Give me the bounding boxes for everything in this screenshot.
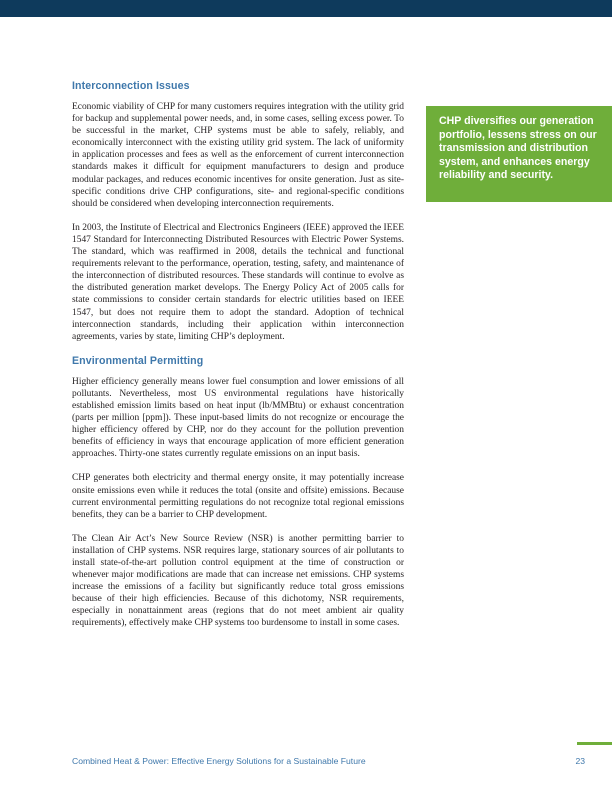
body-paragraph: The Clean Air Act’s New Source Review (NSR) is another permitting barrier to installation of CHP systems. NSR requires large, stationary sources of air pollutants to install state-of-the-art pollution control equipment at the time of construction or whenever major modifications are made that can increase net emissions. CHP systems increase the emissions of a facility but significantly reduce total gross emissions because of their high efficiencies. Because of this dichotomy, NSR requirements, especially in nonattainment areas (regions that do not meet ambient air quality requirements), effectively make CHP systems too burdensome to install in some cases. <box>72 533 404 629</box>
footer-accent-rule <box>577 742 612 745</box>
page-number: 23 <box>575 756 585 766</box>
footer-document-title: Combined Heat & Power: Effective Energy Solutions for a Sustainable Future <box>72 756 366 766</box>
body-paragraph: Higher efficiency generally means lower fuel consumption and lower emissions of all pollutants. Nevertheless, most US environmental regulations have historically established emission limits based on heat input (lb/MMBtu) or exhaust concentration (parts per million [ppm]). These input-based limits do not recognize or encourage the higher efficiency offered by CHP, nor do they account for the pollution prevention benefits of efficiency in ways that encourage application of more efficient generation approaches. Thirty-one states currently regulate emissions on an input basis. <box>72 376 404 460</box>
pull-quote-callout <box>426 106 612 202</box>
main-text-column <box>72 80 404 642</box>
body-paragraph: Economic viability of CHP for many customers requires integration with the utility grid for backup and supplemental power needs, and, in some cases, selling excess power. To be successful in the market, CHP systems must be able to safely, reliably, and economically interconnect with the existing utility grid system. The lack of uniformity in application processes and fees as well as the enforcement of current interconnection standards makes it difficult for equipment manufacturers to design and produce modular packages, and reduces economic incentives for onsite generation. Just as site-specific conditions drive CHP configurations, site- and regional-specific conditions should be considered when developing interconnection requirements. <box>72 102 404 209</box>
section-heading: Environmental Permitting <box>72 354 204 367</box>
body-paragraph: CHP generates both electricity and thermal energy onsite, it may potentially increase onsite emissions even while it reduces the total (onsite and offsite) emissions. Because current environmental permitting regulations do not recognize total regional emissions benefits, they can be a barrier to CHP development. <box>72 473 404 520</box>
section-environmental-permitting <box>72 355 404 630</box>
callout-text: CHP diversifies our generation portfolio, lessens stress on our transmission and distribution system, and enhances energy reliability and security. <box>439 115 597 182</box>
section-heading: Interconnection Issues <box>72 80 190 92</box>
top-banner-band <box>0 0 612 17</box>
body-paragraph: In 2003, the Institute of Electrical and Electronics Engineers (IEEE) approved the IEEE 1547 Standard for Interconnecting Distributed Resources with Electric Power Systems. The standard, which was reaffirmed in 2008, details the technical and functional requirements relevant to the performance, operation, testing, safety, and maintenance of the interconnection of distributed resources. These standards will continue to evolve as the distributed generation market develops. The Energy Policy Act of 2005 calls for state commissions to consider certain standards for electric utilities based on IEEE 1547, but does not require them to adopt the standard. Adoption of technical interconnection standards, including their application within interconnection agreements, varies by state, limiting CHP’s deployment. <box>72 222 404 342</box>
section-interconnection-issues <box>72 80 404 343</box>
